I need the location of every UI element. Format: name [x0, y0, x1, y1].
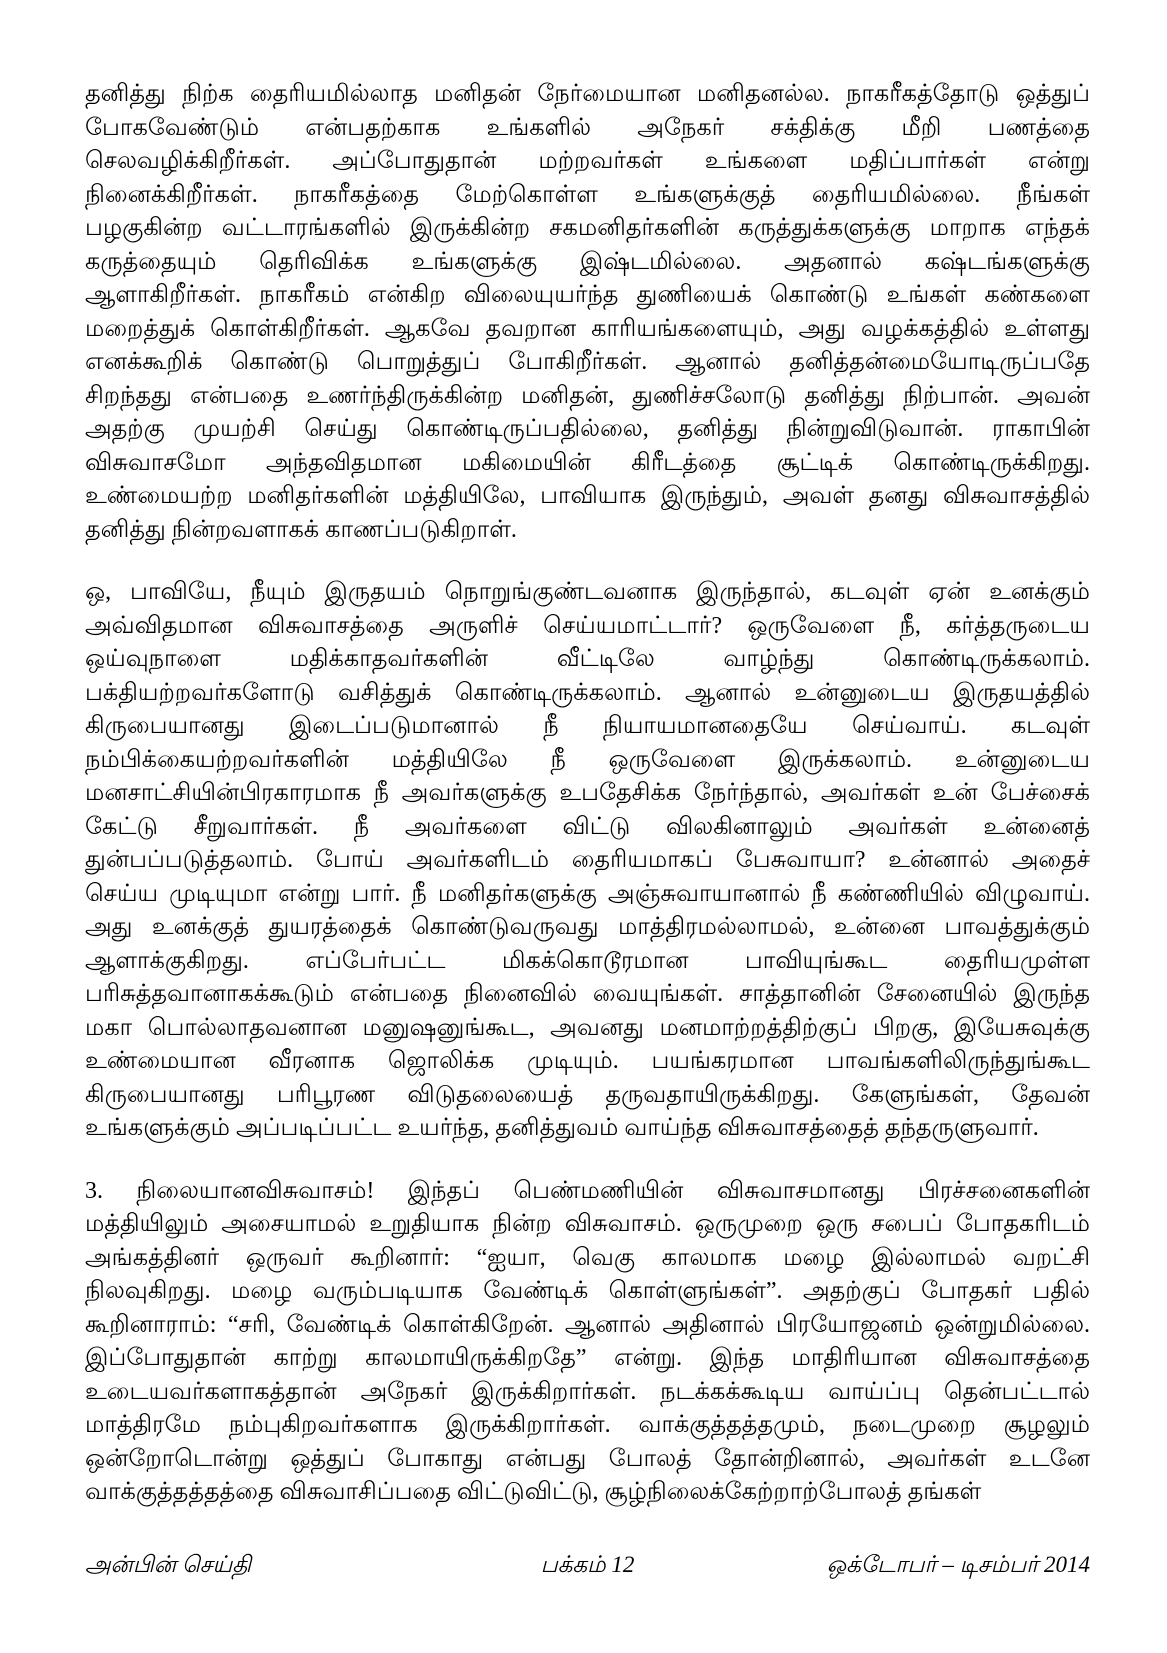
page-footer — [85, 1548, 1090, 1582]
text-line: அது உனக்குத் துயரத்தைக் கொண்டுவருவது மாத்திரமல்லாமல், உன்னை பாவத்துக்கும் — [85, 914, 1090, 940]
text-line: தனித்து நிற்க தைரியமில்லாத மனிதன் நேர்மையான மனிதனல்ல. நாகரீகத்தோடு ஒத்துப் — [85, 81, 1090, 107]
paragraph-1 — [85, 78, 1090, 547]
text-line: இப்போதுதான் காற்று காலமாயிருக்கிறதே” என்று. இந்த மாதிரியான விசுவாசத்தை — [85, 1345, 1090, 1371]
text-line: செலவழிக்கிறீர்கள். அப்போதுதான் மற்றவர்கள் உங்களை மதிப்பார்கள் என்று — [85, 148, 1090, 174]
text-line: துன்பப்படுத்தலாம். போய் அவர்களிடம் தைரியமாகப் பேசுவாயா? உன்னால் அதைச் — [85, 847, 1090, 873]
paragraph-3 — [85, 1175, 1090, 1510]
text-line: நினைக்கிறீர்கள். நாகரீகத்தை மேற்கொள்ள உங்களுக்குத் தைரியமில்லை. நீங்கள் — [85, 181, 1090, 208]
text-line: வாக்குத்தத்தத்தை விசுவாசிப்பதை விட்டுவிட்டு, சூழ்நிலைக்கேற்றாற்போலத் தங்கள் — [85, 1479, 982, 1505]
text-line: மறைத்துக் கொள்கிறீர்கள். ஆகவே தவறான காரியங்களையும், அது வழக்கத்தில் உள்ளது — [85, 315, 1091, 342]
text-line: 3. நிலையானவிசுவாசம்! இந்தப் பெண்மணியின் விசுவாசமானது பிரச்சனைகளின் — [85, 1177, 1090, 1204]
text-line: உண்மையற்ற மனிதர்களின் மத்தியிலே, பாவியாக இருந்தும், அவள் தனது விசுவாசத்தில் — [85, 483, 1090, 509]
page-body — [85, 78, 1090, 1510]
footer-issue-date: ஒக்டோபர் – டிசம்பர் 2014 — [826, 1552, 1090, 1577]
text-line: நம்பிக்கையற்றவர்களின் மத்தியிலே நீ ஒருவேளை இருக்கலாம். உன்னுடைய — [85, 746, 1091, 773]
text-line: மாத்திரமே நம்புகிறவர்களாக இருக்கிறார்கள். வாக்குத்தத்தமும், நடைமுறை சூழலும் — [85, 1412, 1090, 1438]
footer-publication-title: அன்பின் செய்தி — [85, 1552, 252, 1577]
text-line: உங்களுக்கும் அப்படிப்பட்ட உயர்ந்த, தனித்துவம் வாய்ந்த விசுவாசத்தைத் தந்தருளுவார். — [85, 1115, 1039, 1141]
text-line: நிலவுகிறது. மழை வரும்படியாக வேண்டிக் கொள்ளுங்கள்”. அதற்குப் போதகர் பதில் — [85, 1278, 1090, 1304]
text-line: செய்ய முடியுமா என்று பார். நீ மனிதர்களுக்கு அஞ்சுவாயானால் நீ கண்ணியில் விழுவாய். — [85, 880, 1090, 907]
text-line: ஆளாக்குகிறது. எப்பேர்பட்ட மிகக்கொடூரமான பாவியுங்கூட தைரியமுள்ள — [85, 947, 1090, 974]
text-line: கூறினாராம்: “சரி, வேண்டிக் கொள்கிறேன். ஆனால் அதினால் பிரயோஜனம் ஒன்றுமில்லை. — [85, 1311, 1090, 1338]
text-line: சிறந்தது என்பதை உணர்ந்திருக்கின்ற மனிதன், துணிச்சலோடு தனித்து நிற்பான். அவன் — [85, 382, 1090, 409]
text-line: ஒன்றோடொன்று ஒத்துப் போகாது என்பது போலத் தோன்றினால், அவர்கள் உடனே — [85, 1445, 1090, 1472]
text-line: மனசாட்சியின்பிரகாரமாக நீ அவர்களுக்கு உபதேசிக்க நேர்ந்தால், அவர்கள் உன் பேச்சைக் — [85, 780, 1090, 806]
text-line: கேட்டு சீறுவார்கள். நீ அவர்களை விட்டு விலகினாலும் அவர்கள் உன்னைத் — [85, 813, 1090, 840]
text-line: ஒ, பாவியே, நீயும் இருதயம் நொறுங்குண்டவனாக இருந்தால், கடவுள் ஏன் உனக்கும் — [85, 579, 1090, 605]
text-line: மத்தியிலும் அசையாமல் உறுதியாக நின்ற விசுவாசம். ஒருமுறை ஒரு சபைப் போதகரிடம் — [85, 1211, 1090, 1237]
text-line: கருத்தையும் தெரிவிக்க உங்களுக்கு இஷ்டமில்லை. அதனால் கஷ்டங்களுக்கு — [85, 248, 1090, 275]
text-line: எனக்கூறிக் கொண்டு பொறுத்துப் போகிறீர்கள். ஆனால் தனித்தன்மையோடிருப்பதே — [85, 349, 1090, 375]
text-line: பரிசுத்தவானாகக்கூடும் என்பதை நினைவில் வையுங்கள். சாத்தானின் சேனையில் இருந்த — [85, 981, 1090, 1007]
text-line: கிருபையானது இடைப்படுமானால் நீ நியாயமானதையே செய்வாய். கடவுள் — [85, 713, 1090, 739]
text-line: அதற்கு முயற்சி செய்து கொண்டிருப்பதில்லை, தனித்து நின்றுவிடுவான். ராகாபின் — [85, 416, 1090, 442]
text-line: பழகுகின்ற வட்டாரங்களில் இருக்கின்ற சகமனிதர்களின் கருத்துக்களுக்கு மாறாக எந்தக் — [85, 215, 1090, 241]
text-line: தனித்து நின்றவளாகக் காணப்படுகிறாள். — [85, 516, 517, 543]
text-line: மகா பொல்லாதவனான மனுஷனுங்கூட, அவனது மனமாற்றத்திற்குப் பிறகு, இயேசுவுக்கு — [85, 1014, 1090, 1041]
text-line: பக்தியற்றவர்களோடு வசித்துக் கொண்டிருக்கலாம். ஆனால் உன்னுடைய இருதயத்தில் — [85, 679, 1090, 706]
text-line: விசுவாசமோ அந்தவிதமான மகிமையின் கிரீடத்தை சூட்டிக் கொண்டிருக்கிறது. — [85, 449, 1090, 476]
text-line: ஒய்வுநாளை மதிக்காதவர்களின் வீட்டிலே வாழ்ந்து கொண்டிருக்கலாம். — [85, 646, 1090, 672]
text-line: போகவேண்டும் என்பதற்காக உங்களில் அநேகர் சக்திக்கு மீறி பணத்தை — [85, 114, 1090, 141]
text-line: உடையவர்களாகத்தான் அநேகர் இருக்கிறார்கள். நடக்கக்கூடிய வாய்ப்பு தென்பட்டால் — [85, 1378, 1090, 1405]
text-line: உண்மையான வீரனாக ஜொலிக்க முடியும். பயங்கரமான பாவங்களிலிருந்துங்கூட — [85, 1048, 1090, 1074]
paragraph-2 — [85, 576, 1090, 1146]
text-line: ஆளாகிறீர்கள். நாகரீகம் என்கிற விலையுயர்ந்த துணியைக் கொண்டு உங்கள் கண்களை — [85, 282, 1090, 308]
text-line: கிருபையானது பரிபூரண விடுதலையைத் தருவதாயிருக்கிறது. கேளுங்கள், தேவன் — [85, 1081, 1091, 1108]
text-line: அங்கத்தினர் ஒருவர் கூறினார்: “ஐயா, வெகு காலமாக மழை இல்லாமல் வறட்சி — [85, 1244, 1090, 1271]
text-line: அவ்விதமான விசுவாசத்தை அருளிச் செய்யமாட்டார்? ஒருவேளை நீ, கர்த்தருடைய — [85, 612, 1090, 639]
footer-page-number: பக்கம் 12 — [540, 1552, 635, 1577]
